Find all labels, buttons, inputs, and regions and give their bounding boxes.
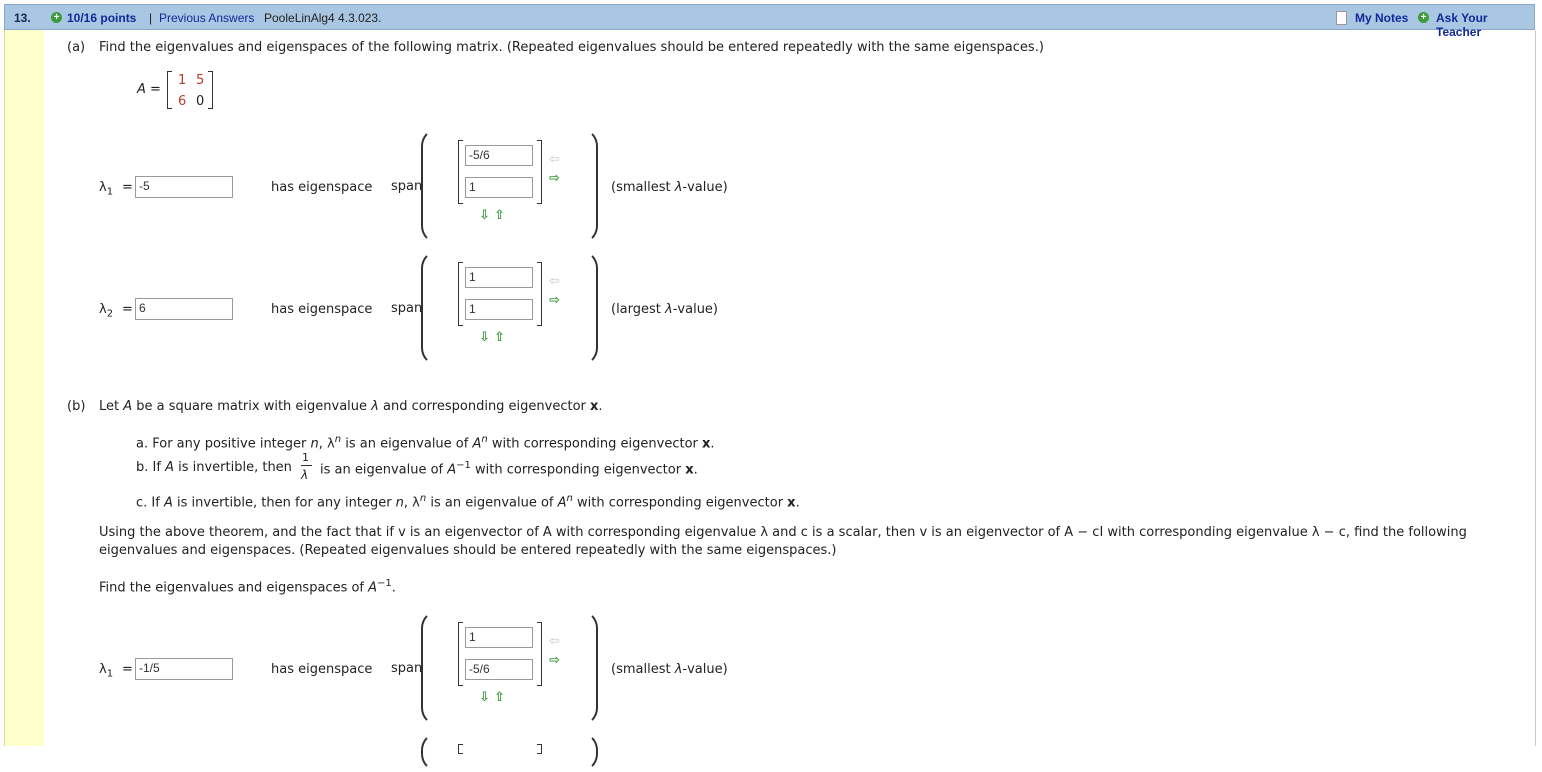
lambda-symbol: $\lambda_1$ [99,180,114,198]
lambda-symbol: $\lambda_1$ [99,662,114,680]
span-left-paren [421,610,439,726]
vector-entry-input[interactable]: -5/6 [465,145,533,166]
matrix-left-bracket [167,71,172,109]
span-right-paren [580,128,598,244]
matrix-entry: 5 [196,73,205,88]
vector-entry-input[interactable]: -5/6 [465,659,533,680]
vector-entry-input[interactable]: 1 [465,627,533,648]
span-right-paren [580,732,598,772]
equals-sign: = [122,662,133,677]
vector-right-bracket [537,262,542,326]
left-status-bar [4,30,44,746]
add-row-arrow-icon[interactable]: ⇩ [479,690,490,705]
right-border [1535,30,1536,746]
remove-row-arrow-icon[interactable]: ⇧ [494,330,505,345]
has-eigenspace-label: has eigenspace [271,180,373,195]
add-column-arrow-icon[interactable]: ⇨ [549,653,560,668]
question-number: 13. [14,11,31,25]
remove-column-arrow-icon[interactable]: ⇦ [549,274,560,289]
find-inverse-prompt: Find the eigenvalues and eigenspaces of $A^{-1}$. [99,578,396,596]
theorem-usage-line-2: eigenvalues and eigenspaces. (Repeated eigenvalues should be entered repeatedly with the same eigenspaces.) [99,543,837,558]
matrix-entry: 0 [196,94,205,109]
problem-code: PooleLinAlg4 4.3.023. [264,11,382,25]
add-column-arrow-icon[interactable]: ⇨ [549,171,560,186]
vector-right-bracket [537,140,542,204]
vector-left-bracket [458,140,463,204]
my-notes-link[interactable]: My Notes [1355,11,1409,25]
span-left-paren [421,128,439,244]
matrix-right-bracket [208,71,213,109]
span-label: span [391,661,423,676]
ask-teacher-link[interactable]: Ask Your Teacher [1436,11,1488,39]
lambda-symbol: $\lambda_2$ [99,302,114,320]
remove-column-arrow-icon[interactable]: ⇦ [549,634,560,649]
vector-entry-input[interactable]: 1 [465,177,533,198]
fraction-denominator: λ [301,468,309,482]
lambda-1-input[interactable]: -5 [135,176,233,198]
add-row-arrow-icon[interactable]: ⇩ [479,330,490,345]
fraction-bar [301,465,312,466]
theorem-usage-line-1: Using the above theorem, and the fact that if v is an eigenvector of A with corresponding eigenvalue λ and c is a scalar, then v is an eigenvector of A − cI with corresponding eigenvalue λ − c, find the following [99,525,1467,540]
largest-lambda-note: (largest λ-value) [611,302,719,317]
equals-sign: = [122,180,133,195]
remove-column-arrow-icon[interactable]: ⇦ [549,152,560,167]
part-a-label: (a) [67,40,86,55]
vector-left-bracket [458,262,463,326]
equals-sign: = [122,302,133,317]
ask-plus-icon[interactable]: + [1418,12,1429,23]
vector-left-bracket [458,622,463,686]
matrix-label: A = [137,82,161,97]
theorem-item-c: c. If A is invertible, then for any integer n, $\lambda^n$ is an eigenvalue of $A^n$ with corresponding eigenvector x. [136,493,800,511]
vector-entry-input[interactable]: 1 [465,299,533,320]
vector-right-bracket [537,622,542,686]
question-header [4,4,1535,39]
span-label: span [391,179,423,194]
span-label: span [391,301,423,316]
points-link[interactable]: 10/16 points [67,11,137,25]
smallest-lambda-note: (smallest λ-value) [611,180,728,195]
add-row-arrow-icon[interactable]: ⇩ [479,208,490,223]
matrix-entry: 6 [178,94,187,109]
remove-row-arrow-icon[interactable]: ⇧ [494,208,505,223]
remove-row-arrow-icon[interactable]: ⇧ [494,690,505,705]
theorem-item-a: a. For any positive integer n, $\lambda^n$ is an eigenvalue of $A^n$ with corresponding eigenvector x. [136,434,715,452]
part-b-intro: Let A be a square matrix with eigenvalue λ and corresponding eigenvector x. [99,399,603,414]
theorem-item-b: b. If A is invertible, then [136,460,292,475]
part-b-label: (b) [67,399,86,414]
notes-page-icon[interactable] [1336,11,1347,25]
span-left-paren [421,250,439,366]
span-right-paren [580,610,598,726]
fraction-numerator: 1 [302,451,309,464]
part-a-prompt: Find the eigenvalues and eigenspaces of the following matrix. (Repeated eigenvalues should be entered repeatedly with the same eigenspaces.) [99,40,1044,55]
inverse-lambda-1-input[interactable]: -1/5 [135,658,233,680]
has-eigenspace-label: has eigenspace [271,662,373,677]
span-right-paren [580,250,598,366]
has-eigenspace-label: has eigenspace [271,302,373,317]
lambda-2-input[interactable]: 6 [135,298,233,320]
previous-answers-link[interactable]: Previous Answers [159,11,255,25]
smallest-lambda-note: (smallest λ-value) [611,662,728,677]
vector-entry-input[interactable]: 1 [465,267,533,288]
add-column-arrow-icon[interactable]: ⇨ [549,293,560,308]
expand-plus-icon[interactable]: + [51,12,62,23]
header-separator: | [149,11,153,25]
matrix-entry: 1 [178,73,187,88]
span-left-paren [421,732,439,772]
theorem-item-b-rest: is an eigenvalue of $A^{-1}$ with corresponding eigenvector x. [320,460,698,478]
